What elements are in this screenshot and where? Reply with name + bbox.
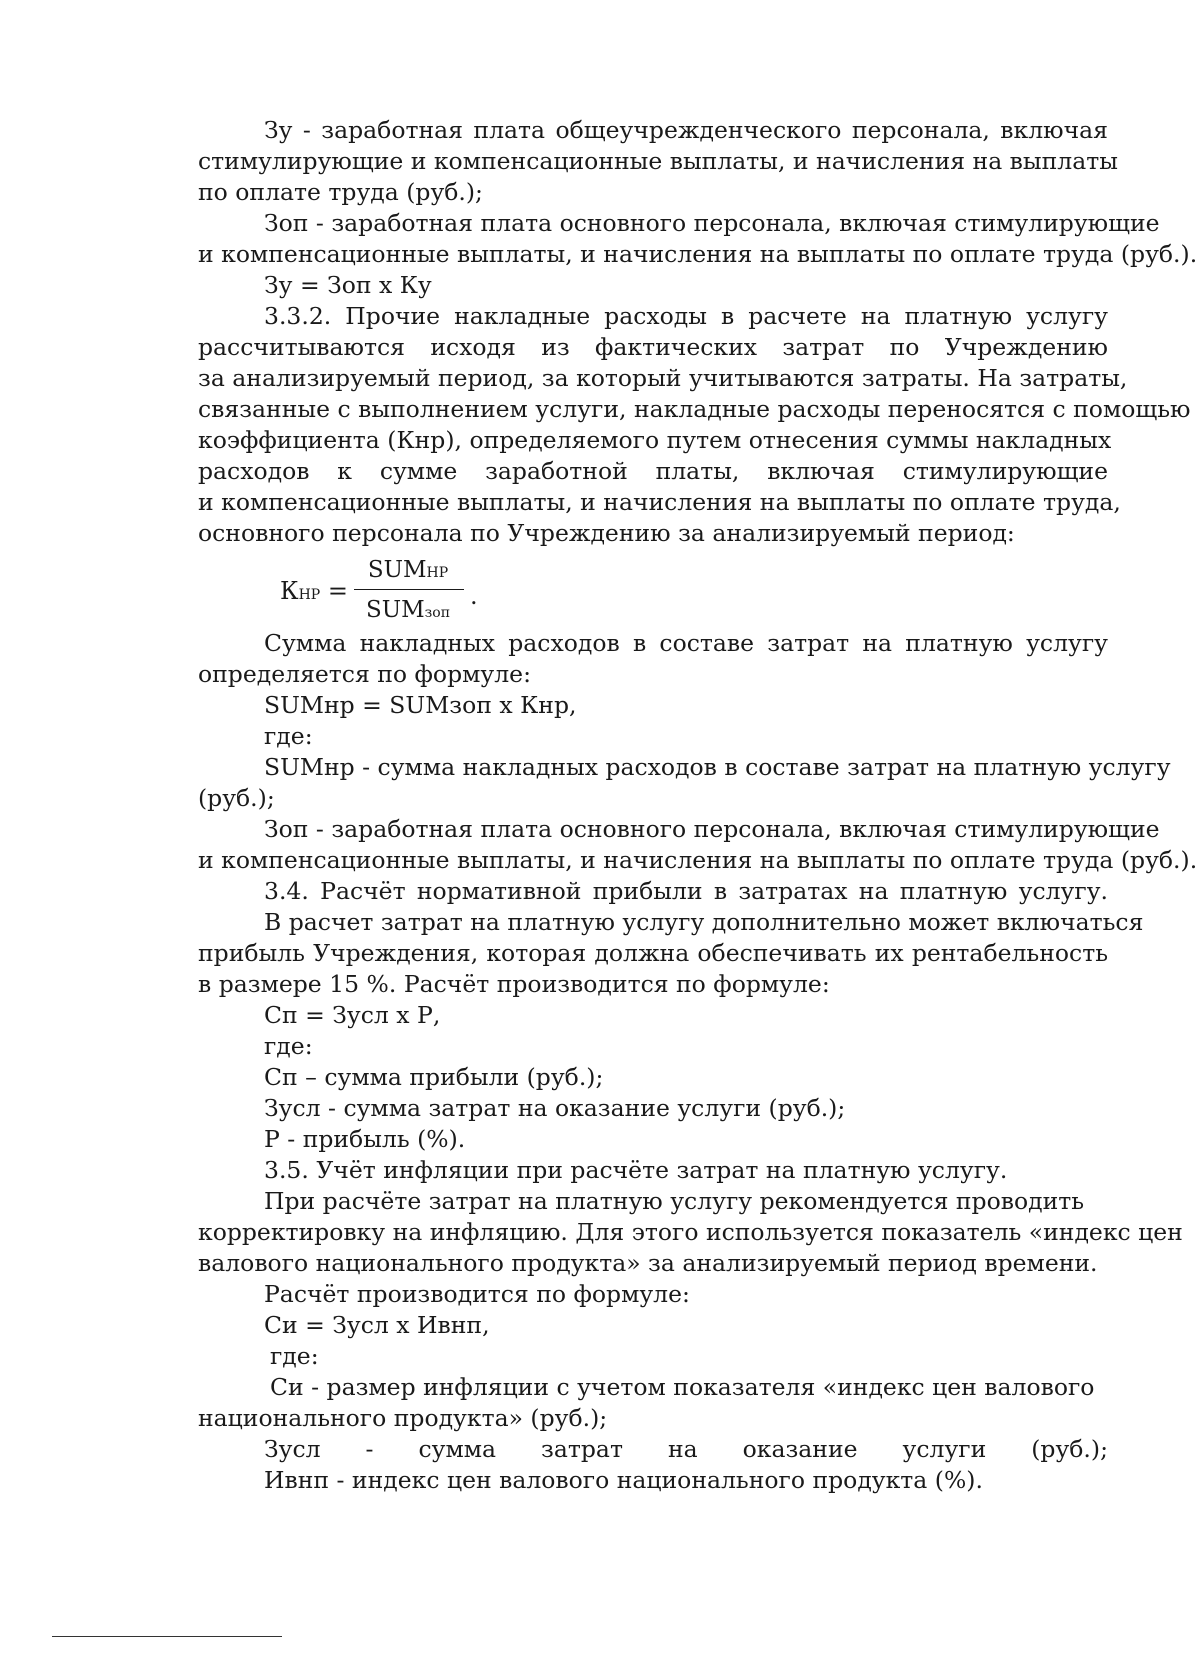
text-line: где: xyxy=(264,722,313,750)
text-line: Р - прибыль (%). xyxy=(264,1125,466,1153)
text-line: определяется по формуле: xyxy=(198,660,531,688)
text-line: за анализируемый период, за который учитываются затраты. На затраты, xyxy=(198,364,1128,392)
text-line: Ивнп - индекс цен валового национального продукта (%). xyxy=(264,1466,983,1494)
text-line: валового национального продукта» за анализируемый период времени. xyxy=(198,1249,1098,1277)
section-heading: 3.4. Расчёт нормативной прибыли в затратах на платную услугу. xyxy=(264,877,1108,905)
text-line: В расчет затрат на платную услугу дополнительно может включаться xyxy=(264,908,1144,936)
text-line: и компенсационные выплаты, и начисления на выплаты по оплате труда (руб.). xyxy=(198,240,1198,268)
section-heading: 3.3.2. Прочие накладные расходы в расчете на платную услугу xyxy=(264,302,1108,330)
text-line: по оплате труда (руб.); xyxy=(198,178,483,206)
text-line: корректировку на инфляцию. Для этого используется показатель «индекс цен xyxy=(198,1218,1183,1246)
text-line: Расчёт производится по формуле: xyxy=(264,1280,690,1308)
text-line: основного персонала по Учреждению за анализируемый период: xyxy=(198,519,1015,547)
formula-denominator: SUMзоп xyxy=(365,597,451,623)
section-heading: 3.5. Учёт инфляции при расчёте затрат на платную услугу. xyxy=(264,1156,1008,1184)
text-line: Зусл - сумма затрат на оказание услуги (руб.); xyxy=(264,1094,846,1122)
text-line: где: xyxy=(270,1342,319,1370)
formula-lhs: КНР = xyxy=(280,577,348,605)
text-line: и компенсационные выплаты, и начисления на выплаты по оплате труда, xyxy=(198,488,1121,516)
text-line: национального продукта» (руб.); xyxy=(198,1404,608,1432)
text-line: в размере 15 %. Расчёт производится по формуле: xyxy=(198,970,830,998)
formula-period: . xyxy=(470,582,478,610)
text-line: Зу - заработная плата общеучрежденческого персонала, включая xyxy=(264,116,1108,144)
formula-line: SUMнр = SUMзоп х Кнр, xyxy=(264,691,577,719)
text-line: Сп – сумма прибыли (руб.); xyxy=(264,1063,604,1091)
text-line: связанные с выполнением услуги, накладные расходы переносятся с помощью xyxy=(198,395,1191,423)
text-line: SUMнр - сумма накладных расходов в составе затрат на платную услугу xyxy=(264,753,1171,781)
text-line: и компенсационные выплаты, и начисления на выплаты по оплате труда (руб.). xyxy=(198,846,1198,874)
text-line: Зоп - заработная плата основного персонала, включая стимулирующие xyxy=(264,815,1160,843)
fraction-bar xyxy=(354,589,464,590)
text-line: Сумма накладных расходов в составе затрат на платную услугу xyxy=(264,629,1108,657)
text-line: расходов к сумме заработной платы, включая стимулирующие xyxy=(198,457,1108,485)
text-line: Зоп - заработная плата основного персонала, включая стимулирующие xyxy=(264,209,1160,237)
text-line: При расчёте затрат на платную услугу рекомендуется проводить xyxy=(264,1187,1085,1215)
text-line: Зу = Зоп х Ку xyxy=(264,271,432,299)
text-line: где: xyxy=(264,1032,313,1060)
text-line: Си - размер инфляции с учетом показателя «индекс цен валового xyxy=(270,1373,1095,1401)
text-line: стимулирующие и компенсационные выплаты, и начисления на выплаты xyxy=(198,147,1118,175)
text-line: рассчитываются исходя из фактических затрат по Учреждению xyxy=(198,333,1108,361)
footnote-separator xyxy=(52,1636,282,1637)
text-line: коэффициента (Кнр), определяемого путем отнесения суммы накладных xyxy=(198,426,1112,454)
text-line: (руб.); xyxy=(198,784,275,812)
text-line: прибыль Учреждения, которая должна обеспечивать их рентабельность xyxy=(198,939,1108,967)
formula-line: Си = Зусл х Ивнп, xyxy=(264,1311,490,1339)
formula-line: Сп = Зусл х Р, xyxy=(264,1001,441,1029)
formula-numerator: SUMНР xyxy=(367,557,449,583)
text-line: Зусл - сумма затрат на оказание услуги (руб.); xyxy=(264,1435,1108,1463)
